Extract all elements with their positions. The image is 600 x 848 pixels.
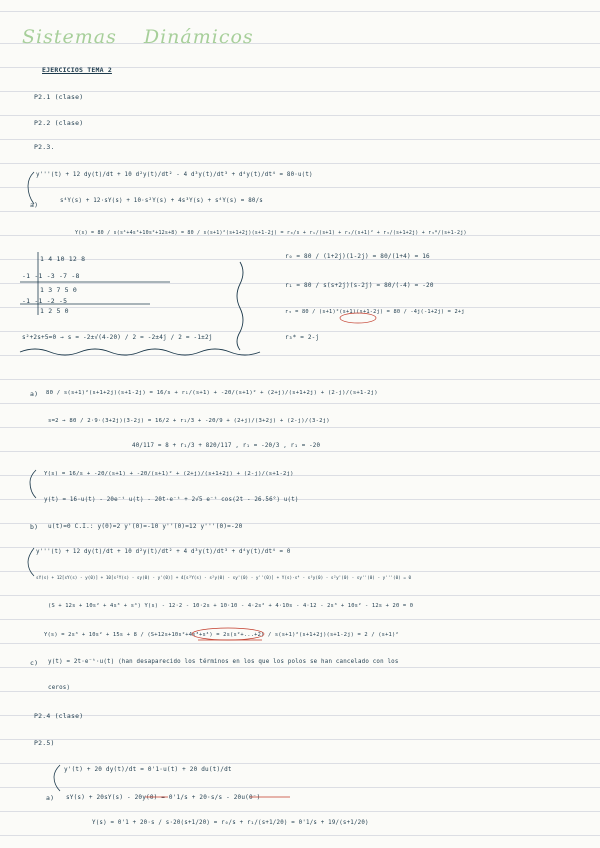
label-b-b: b) [30, 523, 39, 531]
laplace-a: s⁴Y(s) + 12·sY(s) + 10·s²Y(s) + 4s³Y(s) + s⁴Y(s) = 80/s [60, 198, 263, 204]
cancellation-circle-1 [192, 628, 264, 640]
title-word-2: Dinámicos [143, 26, 254, 48]
ruffini-row-2: -1 -1 -3 -7 -8 [22, 272, 80, 280]
yt-c-2: ceros) [48, 685, 71, 691]
label-a: a) [30, 201, 39, 209]
wavy-vertical-divider [237, 262, 243, 350]
title-word-1: Sistemas [22, 26, 117, 48]
yt-b: y(t) = 16·u(t) - 20e⁻ᵗ u(t) - 20t·e⁻ᵗ + 2√5 e⁻ᵗ cos(2t - 26.56°) u(t) [44, 497, 299, 503]
residue-r3: r₃ = 80 / (s+1)²(s+1)(s+1-2j) = 80 / -4j(-1+2j) = 2+j [285, 309, 465, 315]
item-p23: P2.3. [34, 143, 55, 151]
ruffini-row-3: 1 3 7 5 0 [40, 286, 78, 294]
label-c: c) [30, 659, 39, 667]
residue-r1: r₁ = 80 / s(s+2j)(s-2j) = 80/(-4) = -20 [285, 282, 434, 289]
brace-a [28, 172, 34, 204]
ys-c: Y(s) = 2s³ + 10s² + 15s + 8 / (S+12s+10s²+4s³+s⁴) = 2s(s²+...+2) / s(s+1)²(s+1+2j)(s+1-2j) = 2 / (s+1)² [44, 632, 399, 638]
item-p22: P2.2 (clase) [34, 119, 84, 127]
laplace-d: sY(s) + 20sY(s) - 20y(0) = 0'1/s + 20·s/s - 20u(0⁻) [66, 794, 261, 801]
ode-c: y'''(t) + 12 dy(t)/dt + 10 d²y(t)/dt² + 4 d³y(t)/dt³ + d⁴y(t)/dt⁴ = 0 [36, 549, 291, 555]
residue-r0: r₀ = 80 / (1+2j)(1-2j) = 80/(1+4) = 16 [285, 253, 430, 260]
expand-c: (S + 12s + 10s² + 4s³ + s⁴) Y(s) - 12·2 - 10·2s + 10·10 - 4·2s² + 4·10s - 4·12 - 2s³ + 10s² - 12s + 20 = 0 [48, 603, 414, 609]
brace-d [54, 765, 60, 791]
laplace-c: sY(s) + 12[sY(s) - y(0)] + 10[s²Y(s) - sy(0) - y'(0)] + 4[s³Y(s) - s²y(0) - sy'(0) - y''(0)] + Y(s)·s⁴ - s³y(0) - s²y'(0) - sy''(0) - y'''(0) = 0 [36, 576, 412, 581]
initial-conditions: u(t)=0 C.I.: y(0)=2 y'(0)=-10 y''(0)=12 y'''(0)=-20 [48, 523, 243, 530]
wavy-horizontal-divider [20, 349, 260, 355]
ode-d: y'(t) + 20 dy(t)/dt = 0'1·u(t) + 20 du(t)/dt [64, 766, 232, 773]
item-p21: P2.1 (clase) [34, 93, 84, 101]
ruffini-row-1: 1 4 10 12 8 [40, 255, 86, 263]
label-b-a: a) [30, 390, 39, 398]
item-p24: P2.4 (clase) [34, 712, 84, 720]
brace-b [30, 470, 36, 498]
expansion-2: s=2 → 80 / 2·9·(3+2j)(3-2j) = 16/2 + r₁/3 + -20/9 + (2+j)/(3+2j) + (2-j)/(3-2j) [48, 418, 330, 424]
brace-c [28, 548, 34, 576]
ys-b: Y(s) = 16/s + -20/(s+1) + -20/(s+1)² + (2+j)/(s+1+2j) + (2-j)/(s+1-2j) [44, 471, 294, 477]
label-d: a) [46, 794, 55, 802]
cancellation-circle-2 [340, 313, 376, 323]
expansion-3: 40/117 = 8 + r₁/3 + 820/117 , r₁ = -20/3 , r₁ = -20 [132, 443, 321, 449]
exercises-heading: EJERCICIOS TEMA 2 [42, 66, 112, 74]
item-p25: P2.5) [34, 739, 55, 747]
ruffini-row-5: 1 2 5 0 [40, 307, 69, 315]
expansion-1: 80 / s(s+1)²(s+1+2j)(s+1-2j) = 16/s + r₁/(s+1) + -20/(s+1)² + (2+j)/(s+1+2j) + (2-j)/(s+1-2j) [46, 390, 378, 396]
ys-a: Y(s) = 80 / s(s⁴+4s³+10s²+12s+8) = 80 / s(s+1)²(s+1+2j)(s+1-2j) = r₀/s + r₁/(s+1) + r₂/(s+1)² + r₃/(s+1+2j) + r₃*/(s+1-2j) [75, 230, 467, 236]
ruffini-row-4: -1 -1 -2 -5 [22, 297, 68, 305]
residue-r3-conj: r₃* = 2-j [285, 334, 320, 341]
ode-a: y'''(t) + 12 dy(t)/dt + 10 d²y(t)/dt² - 4 d³y(t)/dt³ + d⁴y(t)/dt⁴ = 80·u(t) [36, 172, 313, 178]
yt-c: y(t) = 2t·e⁻ᵗ·u(t) (han desaparecido los términos en los que los polos se han cancelado con los [48, 659, 399, 665]
quadratic-roots: s²+2s+5=0 → s = -2±√(4-20) / 2 = -2±4j / 2 = -1±2j [22, 334, 213, 341]
ys-d: Y(s) = 0'1 + 20·s / s·20(s+1/20) = r₀/s + r₁/(s+1/20) = 0'1/s + 19/(s+1/20) [92, 820, 369, 826]
